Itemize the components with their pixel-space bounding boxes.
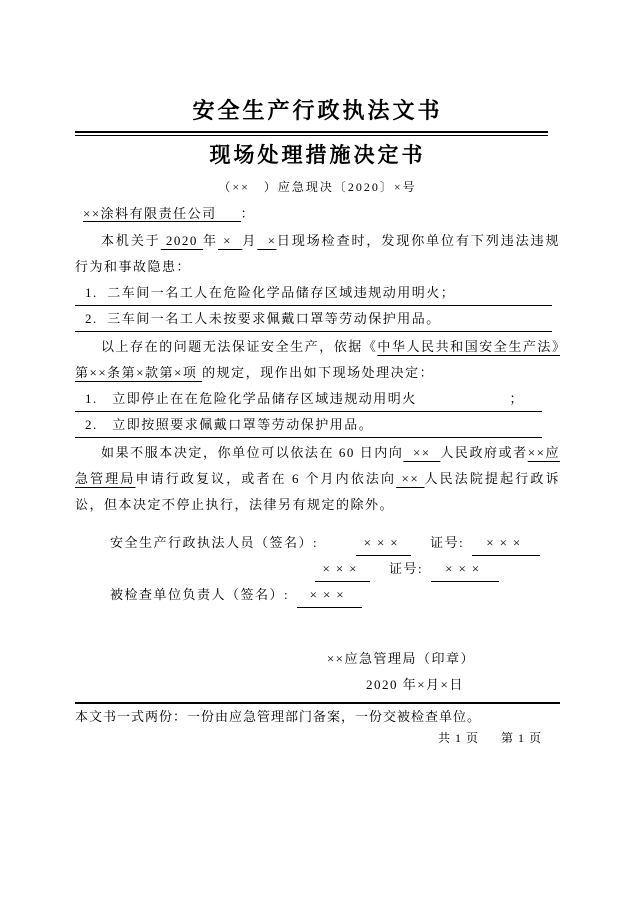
decision-item-1 [75, 386, 542, 412]
decision-1-text: 1. 立即停止在在危险化学品储存区域违规动用明火 [85, 391, 417, 406]
appeal-text-4: 人民法院提起行政诉讼，但本决定不停止执行，法律另有规定的除外。 [75, 471, 560, 512]
court-blank: ×× [396, 471, 425, 486]
inspector-signature-row-2 [110, 556, 560, 582]
violation-1-text: 1. 二车间一名工人在危险化学品储存区域违规动用明火； [85, 285, 456, 300]
violation-2-text: 2. 三车间一名工人未按要求佩戴口罩等劳动保护用品。 [85, 311, 441, 326]
addressee-colon: ： [240, 206, 256, 221]
law-name-blank: 中华人民共和国安全生产法》第××条第×款第×项 [75, 339, 560, 380]
appeal-paragraph [75, 440, 560, 518]
violation-item-2 [75, 306, 552, 332]
legal-basis-text: 以上存在的问题无法保证安全生产，依据《 [101, 339, 378, 354]
doc-title: 现场处理措施决定书 [209, 143, 426, 167]
month-blank: × [217, 233, 243, 248]
header-double-rule [75, 131, 548, 136]
inspector-label: 安全生产行政执法人员（签名）: [110, 535, 319, 550]
decision-item-2 [75, 412, 542, 438]
bureau-blank: ××应急管理局 [75, 445, 560, 486]
appeal-text-1: 如果不服本决定，你单位可以依法在 60 日内向 [101, 445, 404, 460]
seal-block [327, 646, 475, 698]
decision-2-text: 2. 立即按照要求佩戴口罩等劳动保护用品。 [85, 417, 374, 432]
inspector-2-name: ××× [315, 556, 370, 582]
inspection-paragraph [75, 228, 560, 280]
inspected-name: ××× [297, 582, 362, 608]
inspector-2-cert: ××× [431, 556, 499, 582]
inspector-1-name: ××× [356, 530, 411, 556]
addressee-line [75, 201, 560, 227]
page-current: 第 1 页 [500, 731, 542, 745]
category-title: 安全生产行政执法文书 [192, 98, 443, 123]
inspected-signature-row [110, 582, 560, 608]
decision-1-semicolon: ； [509, 391, 524, 406]
legal-basis-paragraph [75, 334, 560, 386]
appeal-text-2: 人民政府或者 [440, 445, 528, 460]
appeal-text-3: 申请行政复议，或者在 6 个月内依法向 [135, 471, 397, 486]
cert-label-1: 证号: [430, 535, 465, 550]
inspected-label: 被检查单位负责人（签名）: [110, 587, 290, 602]
issuing-authority: ××应急管理局（印章） [326, 651, 475, 666]
cert-label-2: 证号: [389, 561, 424, 576]
doc-number: （×× ）应急现决〔2020〕×号 [218, 180, 417, 194]
government-blank: ×× [403, 445, 441, 460]
footer-note: 本文书一式两份：一份由应急管理部门备案，一份交被检查单位。 [75, 709, 482, 724]
legal-basis-text-tail: 的规定，现作出如下现场处理决定： [202, 365, 435, 380]
violation-item-1 [75, 280, 552, 306]
inspection-text: 本机关于 [101, 233, 161, 248]
signature-block [110, 530, 560, 608]
day-blank: × [257, 233, 277, 248]
pages-total: 共 1 页 [437, 731, 479, 745]
year-blank: 2020 [160, 233, 204, 248]
company-name: ××涂料有限责任公司 [83, 206, 241, 222]
footer-rule [75, 702, 560, 704]
year-unit: 年 [203, 233, 218, 248]
month-unit: 月 [242, 233, 258, 248]
pagination [75, 729, 560, 747]
inspector-signature-row-1 [110, 530, 560, 556]
inspector-1-cert: ××× [472, 530, 540, 556]
inspection-text-tail: 日现场检查时，发现你单位有下列违法违规行为和事故隐患： [75, 233, 560, 274]
issue-date: 2020 年×月×日 [365, 677, 464, 692]
